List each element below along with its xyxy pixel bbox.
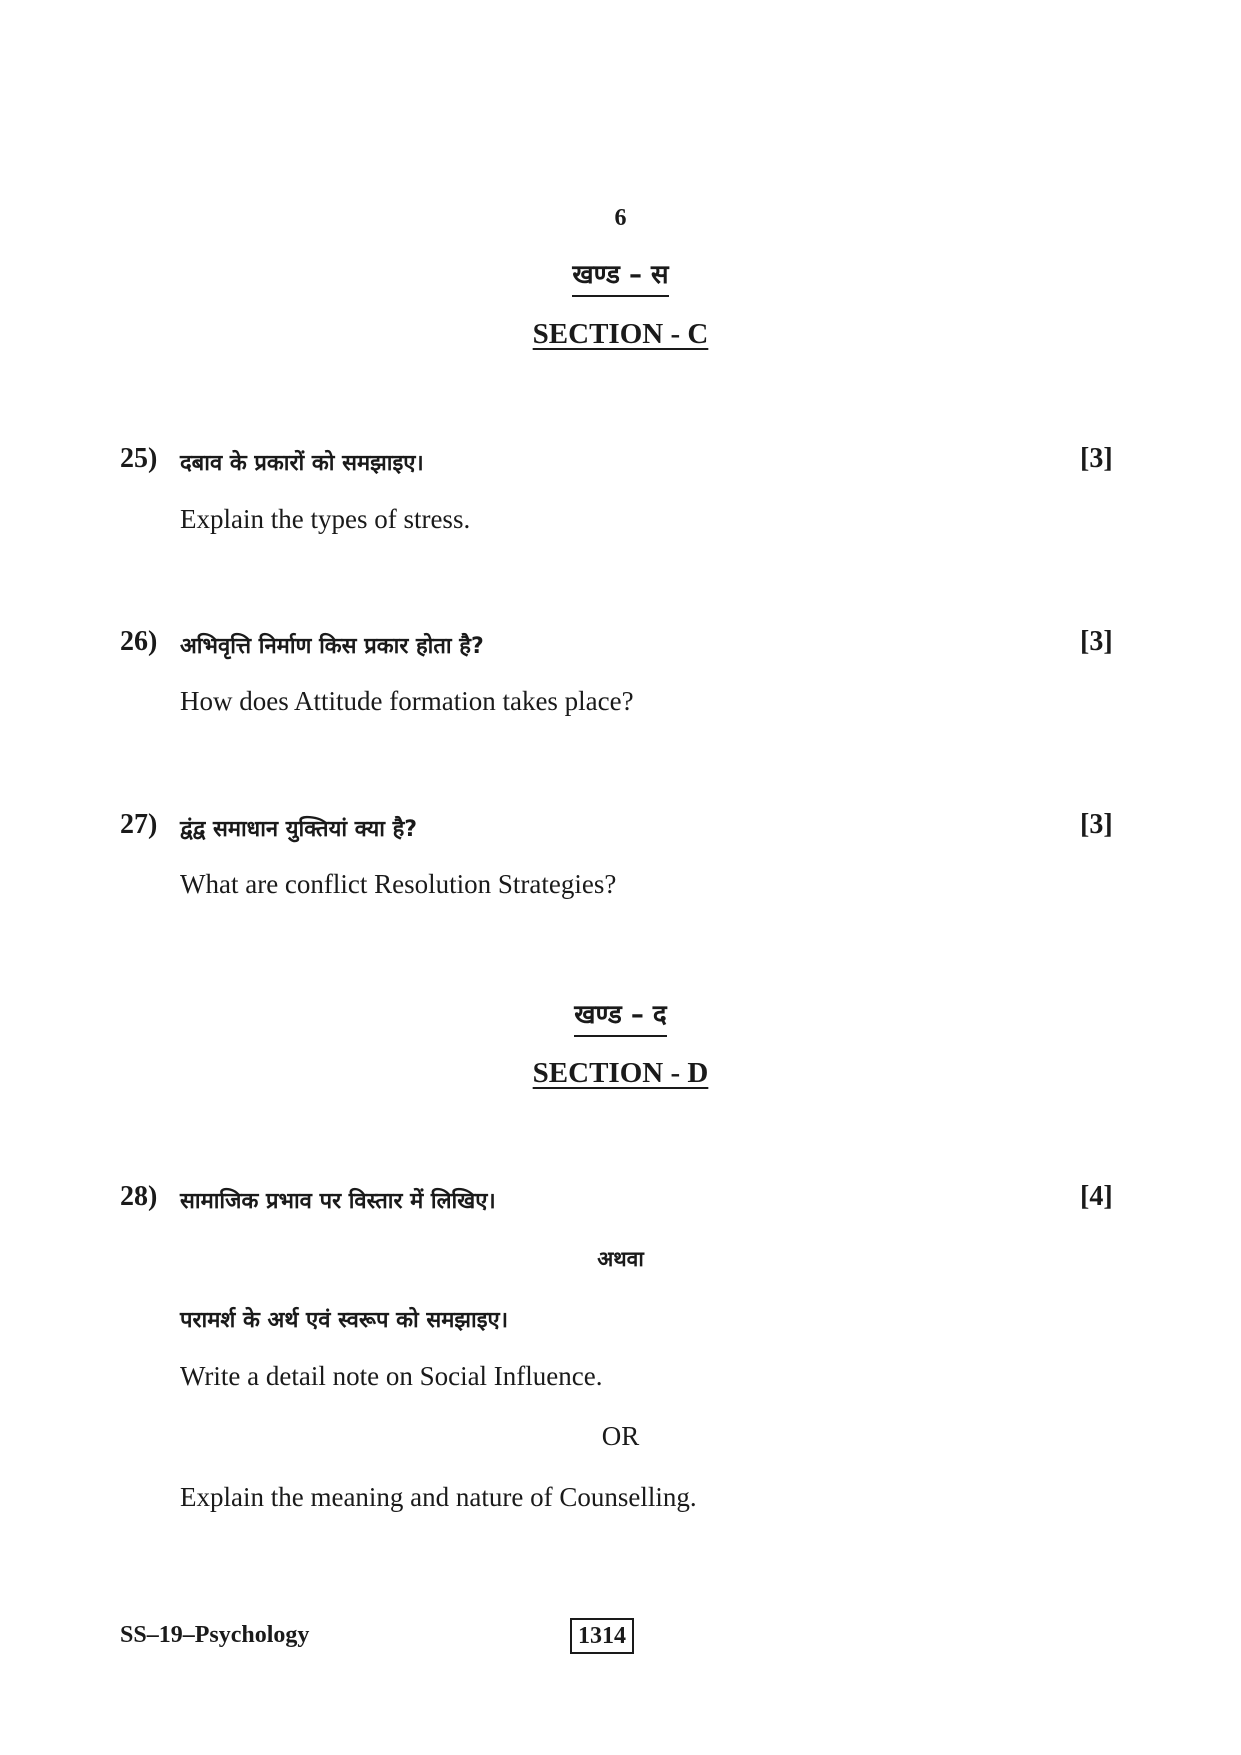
- question-hindi: सामाजिक प्रभाव पर विस्तार में लिखिए।: [180, 1189, 496, 1214]
- question-hindi-alternative: परामर्श के अर्थ एवं स्वरूप को समझाइए।: [180, 1308, 509, 1333]
- question-number: 25): [120, 443, 158, 474]
- question-number: 27): [120, 809, 158, 840]
- question-hindi: अभिवृत्ति निर्माण किस प्रकार होता है?: [180, 634, 484, 659]
- question-english: Explain the types of stress.: [180, 504, 471, 534]
- section-c-hindi-heading-wrap: [0, 255, 1241, 297]
- question-hindi: द्वंद्व समाधान युक्तियां क्या है?: [180, 817, 418, 842]
- question-english-alternative: Explain the meaning and nature of Counselling.: [180, 1482, 697, 1512]
- footer-paper-code: 1314: [570, 1618, 634, 1654]
- question-marks: [4]: [1080, 1181, 1113, 1212]
- question-hindi: दबाव के प्रकारों को समझाइए।: [180, 451, 424, 476]
- question-marks: [3]: [1080, 626, 1113, 657]
- section-d-heading: SECTION - D: [532, 1057, 709, 1089]
- hindi-or-label: अथवा: [597, 1247, 644, 1271]
- section-d-hindi-heading: खण्ड – द: [574, 995, 666, 1037]
- question-number: 26): [120, 626, 158, 657]
- page-number: 6: [614, 205, 627, 231]
- section-d-heading-wrap: [0, 1057, 1241, 1090]
- question-marks: [3]: [1080, 809, 1113, 840]
- section-d-hindi-heading-wrap: [0, 995, 1241, 1037]
- section-c-heading: SECTION - C: [532, 318, 709, 350]
- section-c-hindi-heading: खण्ड – स: [572, 255, 668, 297]
- question-english: How does Attitude formation takes place?: [180, 686, 634, 716]
- question-english: Write a detail note on Social Influence.: [180, 1361, 603, 1391]
- question-number: 28): [120, 1181, 158, 1212]
- footer-paper-name: SS–19–Psychology: [120, 1622, 310, 1648]
- question-english: What are conflict Resolution Strategies?: [180, 869, 617, 899]
- english-or-label: OR: [601, 1421, 640, 1451]
- section-c-heading-wrap: [0, 318, 1241, 351]
- question-marks: [3]: [1080, 443, 1113, 474]
